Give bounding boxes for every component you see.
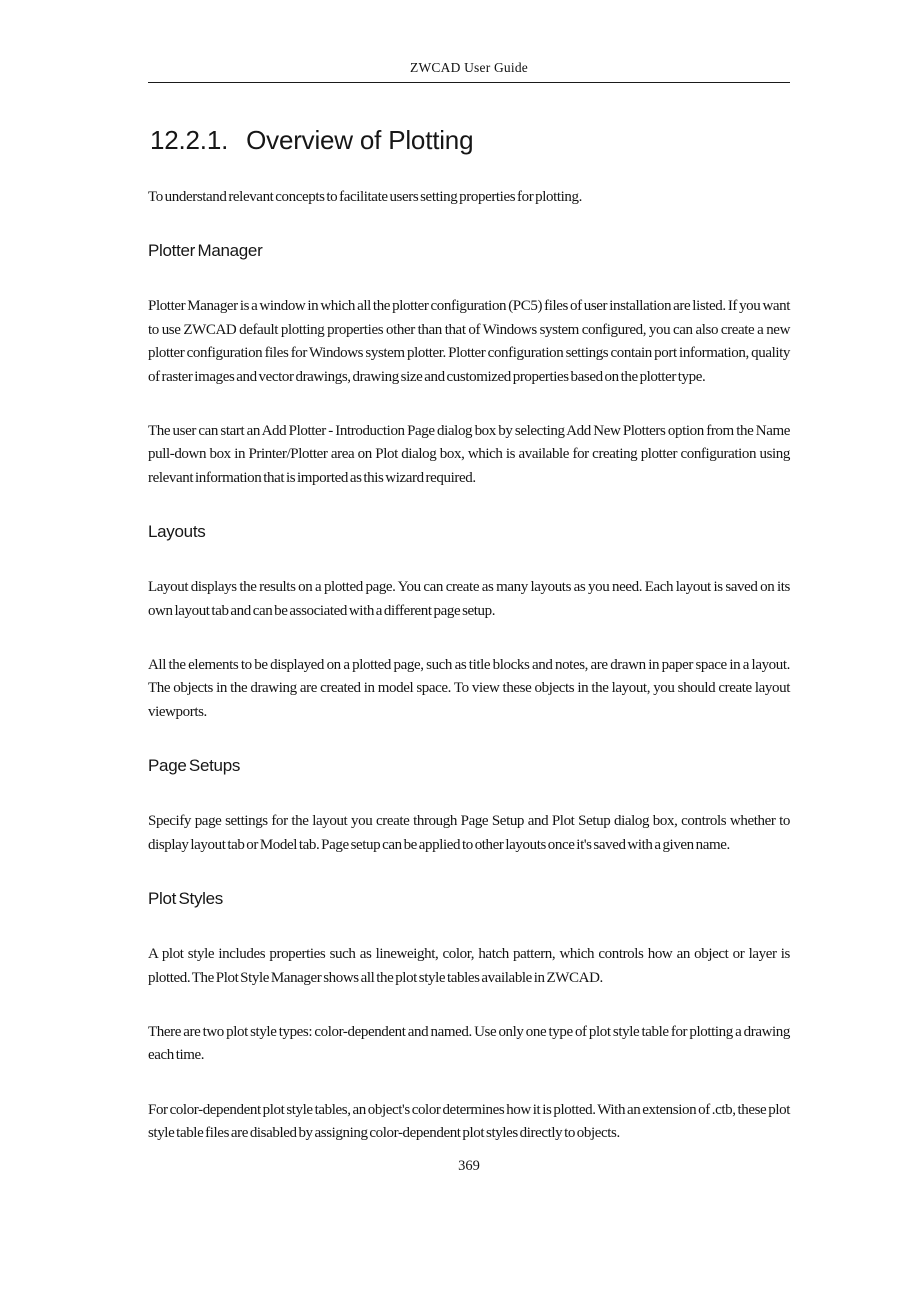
subheading-page-setups: Page Setups <box>148 756 241 776</box>
content-column <box>148 0 790 1175</box>
intro-paragraph: To understand relevant concepts to facilitate users setting properties for plotting. <box>148 189 582 205</box>
paragraph: Plotter Manager is a window in which all the plotter configuration (PC5) files of user installation are listed. If you want to use ZWCAD default plotting properties other than that of Windows system configured, you can also create a new plotter configuration files for Windows system plotter. Plotter configuration settings contain port information, quality of raster images and vector drawings, drawing size and customized properties based on the plotter type. <box>148 298 790 385</box>
header-rule <box>148 82 790 83</box>
section-heading <box>150 125 790 155</box>
subheading-plotter-manager: Plotter Manager <box>148 241 263 261</box>
section-title: Overview of Plotting <box>246 125 474 155</box>
running-header <box>148 0 790 83</box>
paragraph: A plot style includes properties such as lineweight, color, hatch pattern, which controls how an object or layer is plotted. The Plot Style Manager shows all the plot style tables available in ZWCAD. <box>148 946 790 986</box>
header-title: ZWCAD User Guide <box>410 60 528 75</box>
subheading-plot-styles: Plot Styles <box>148 889 224 909</box>
section-number: 12.2.1. <box>150 125 229 155</box>
paragraph: All the elements to be displayed on a plotted page, such as title blocks and notes, are drawn in paper space in a layout. The objects in the drawing are created in model space. To view these objects in the layout, you should create layout viewports. <box>148 657 790 720</box>
paragraph: The user can start an Add Plotter - Introduction Page dialog box by selecting Add New Plotters option from the Name pull-down box in Printer/Plotter area on Plot dialog box, which is available for creating plotter configuration using relevant information that is imported as this wizard required. <box>148 423 790 486</box>
paragraph: Specify page settings for the layout you create through Page Setup and Plot Setup dialog box, controls whether to display layout tab or Model tab. Page setup can be applied to other layouts once it's saved with a given name. <box>148 813 790 853</box>
paragraph: There are two plot style types: color-dependent and named. Use only one type of plot style table for plotting a drawing each time. <box>148 1023 790 1064</box>
paragraph: Layout displays the results on a plotted page. You can create as many layouts as you need. Each layout is saved on its own layout tab and can be associated with a different page setup. <box>148 579 790 619</box>
paragraph: For color-dependent plot style tables, an object's color determines how it is plotted. With an extension of .ctb, these plot style table files are disabled by assigning color-dependent plot styles directly to objects. <box>148 1101 790 1142</box>
page-number: 369 <box>458 1157 480 1174</box>
subheading-layouts: Layouts <box>148 522 206 542</box>
